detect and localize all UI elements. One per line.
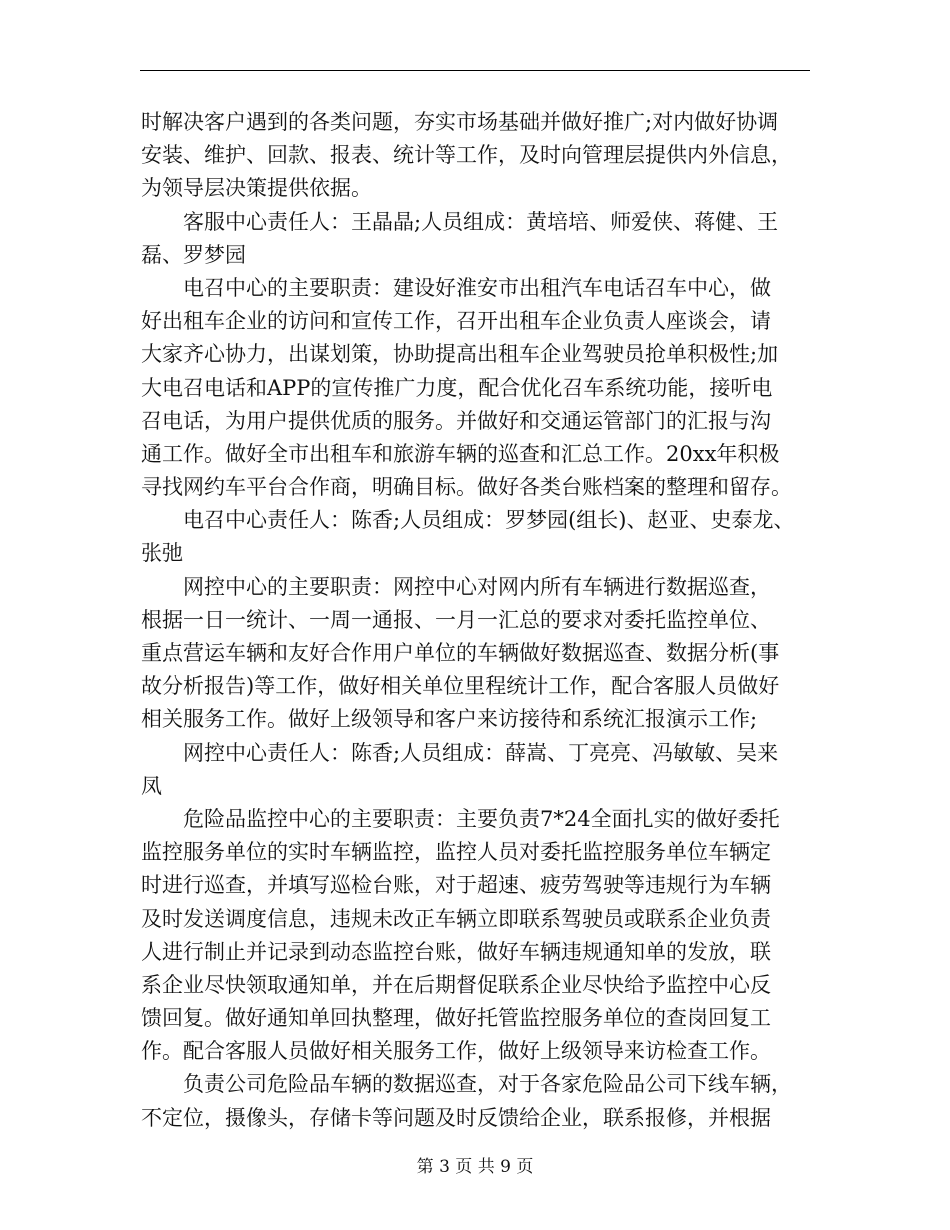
text-line: 好出租车企业的访问和宣传工作，召开出租车企业负责人座谈会，请 bbox=[141, 309, 771, 334]
text-line: 网控中心的主要职责：网控中心对网内所有车辆进行数据巡查， bbox=[141, 574, 771, 599]
text-line: 寻找网约车平台合作商，明确目标。做好各类台账档案的整理和留存。 bbox=[141, 475, 792, 500]
text-line: 磊、罗梦园 bbox=[141, 242, 246, 267]
text-line: 不定位，摄像头，存储卡等问题及时反馈给企业，联系报修，并根据 bbox=[141, 1105, 771, 1130]
document-body bbox=[141, 106, 831, 1135]
page-number: 第 3 页 共 9 页 bbox=[416, 1157, 534, 1177]
text-line: 及时发送调度信息，违规未改正车辆立即联系驾驶员或联系企业负责 bbox=[141, 906, 771, 931]
text-line: 相关服务工作。做好上级领导和客户来访接待和系统汇报演示工作; bbox=[141, 707, 758, 732]
text-line: 故分析报告)等工作，做好相关单位里程统计工作，配合客服人员做好 bbox=[141, 674, 780, 699]
text-line: 系企业尽快领取通知单，并在后期督促联系企业尽快给予监控中心反 bbox=[141, 972, 771, 997]
text-line: 负责公司危险品车辆的数据巡查，对于各家危险品公司下线车辆， bbox=[141, 1072, 792, 1097]
text-line: 重点营运车辆和友好合作用户单位的车辆做好数据巡查、数据分析(事 bbox=[141, 641, 780, 665]
text-line: 根据一日一统计、一周一通报、一月一汇总的要求对委托监控单位、 bbox=[141, 607, 771, 632]
text-line: 电召中心的主要职责：建设好淮安市出租汽车电话召车中心，做 bbox=[141, 275, 771, 300]
text-line: 作。配合客服人员做好相关服务工作，做好上级领导来访检查工作。 bbox=[141, 1039, 771, 1064]
text-line: 大家齐心协力，出谋划策，协助提高出租车企业驾驶员抢单积极性;加 bbox=[141, 342, 779, 367]
text-line: 凤 bbox=[141, 773, 162, 798]
text-line: 客服中心责任人：王晶晶;人员组成：黄培培、师爱侠、蒋健、王 bbox=[141, 209, 779, 234]
header-rule bbox=[140, 70, 810, 71]
text-line: 时解决客户遇到的各类问题，夯实市场基础并做好推广;对内做好协调 bbox=[141, 110, 779, 134]
text-line: 安装、维护、回款、报表、统计等工作，及时向管理层提供内外信息， bbox=[141, 143, 792, 168]
text-line: 张弛 bbox=[141, 541, 183, 566]
text-line: 为领导层决策提供依据。 bbox=[141, 176, 372, 201]
text-line: 通工作。做好全市出租车和旅游车辆的巡查和汇总工作。20xx年积极 bbox=[141, 441, 780, 466]
text-line: 大电召电话和APP的宣传推广力度，配合优化召车系统功能，接听电 bbox=[141, 375, 773, 400]
text-line: 监控服务单位的实时车辆监控，监控人员对委托监控服务单位车辆定 bbox=[141, 840, 771, 865]
text-line: 时进行巡查，并填写巡检台账，对于超速、疲劳驾驶等违规行为车辆 bbox=[141, 873, 771, 898]
text-line: 网控中心责任人：陈香;人员组成：薛嵩、丁亮亮、冯敏敏、吴来 bbox=[141, 740, 779, 765]
text-line: 电召中心责任人：陈香;人员组成：罗梦园(组长)、赵亚、史泰龙、 bbox=[141, 508, 795, 533]
text-line: 人进行制止并记录到动态监控台账，做好车辆违规通知单的发放，联 bbox=[141, 939, 771, 964]
text-line: 召电话，为用户提供优质的服务。并做好和交通运管部门的汇报与沟 bbox=[141, 408, 771, 433]
text-line: 馈回复。做好通知单回执整理，做好托管监控服务单位的查岗回复工 bbox=[141, 1006, 771, 1031]
text-line: 危险品监控中心的主要职责：主要负责7*24全面扎实的做好委托 bbox=[141, 806, 780, 831]
